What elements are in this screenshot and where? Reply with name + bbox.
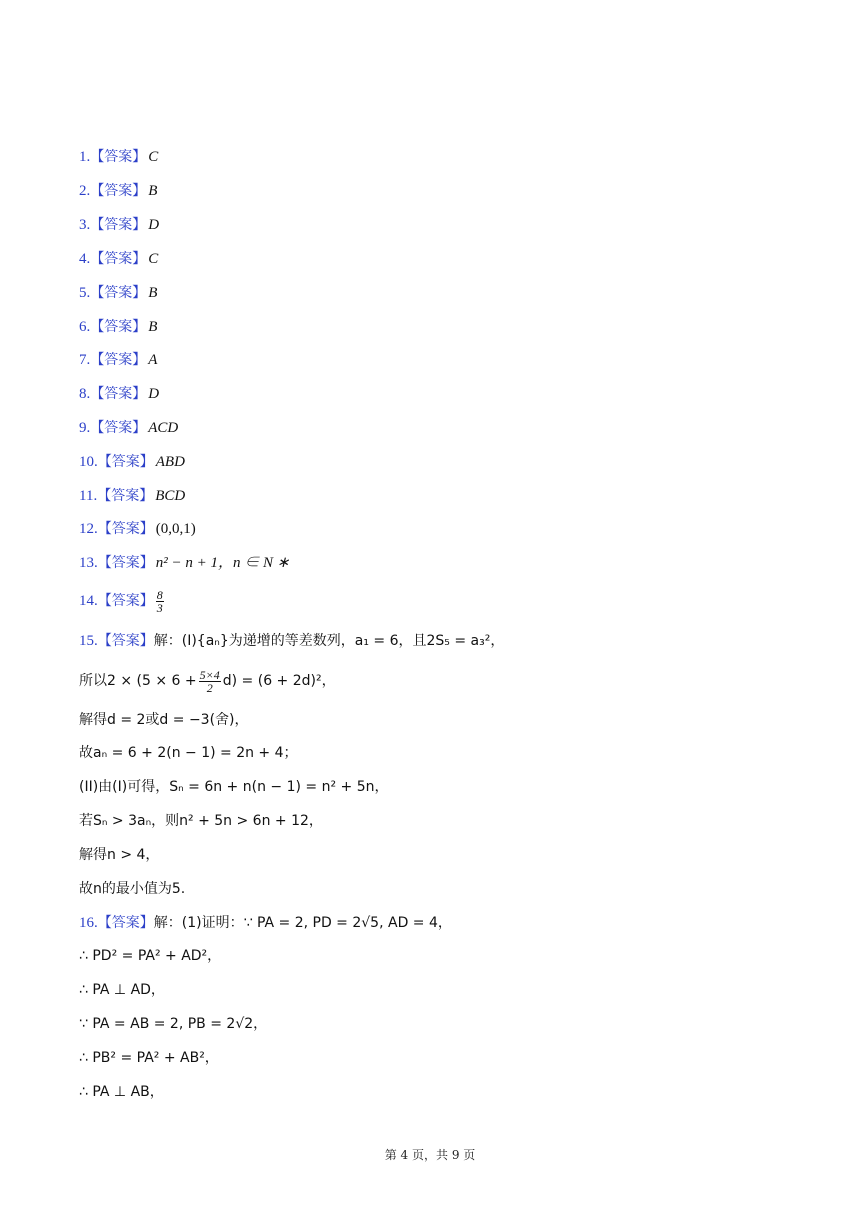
answer-line (79, 144, 158, 168)
question-number: 14. (79, 593, 98, 609)
question-number: 12. (79, 521, 98, 537)
solution-line (79, 740, 298, 764)
answer-line (79, 212, 159, 236)
answer-line (79, 516, 196, 540)
solution-line (79, 707, 249, 731)
answer-value: B (148, 319, 158, 335)
answer-tag: 【答案】 (90, 285, 147, 301)
answer-tag: 【答案】 (97, 915, 154, 931)
fraction-denominator: 3 (156, 600, 163, 615)
fraction (199, 669, 221, 694)
fraction-numerator: 8 (156, 587, 163, 602)
answer-value: B (148, 285, 158, 301)
answer-value: ACD (148, 420, 179, 436)
solution-text: ∴ PD² = PA² + AD²， (79, 948, 222, 964)
solution-text: 解得n > 4， (79, 847, 160, 863)
question-number: 1. (79, 149, 91, 165)
solution-line (79, 842, 159, 866)
solution-text: d) = (6 + 2d)²， (222, 673, 336, 689)
solution-text: 所以2 × (5 × 6 + (79, 673, 197, 689)
solution-line (79, 1079, 164, 1103)
answer-tag: 【答案】 (90, 217, 147, 233)
answer-value: D (148, 386, 160, 402)
solution-text: 故aₙ = 6 + 2(n − 1) = 2n + 4； (79, 745, 298, 761)
solution-text: ∴ PA ⊥ AB， (79, 1084, 164, 1100)
answer-tag: 【答案】 (90, 183, 147, 199)
solution-line (79, 628, 504, 652)
fraction-denominator: 2 (206, 680, 213, 695)
solution-text: 若Sₙ > 3aₙ，则n² + 5n > 6n + 12， (79, 813, 323, 829)
solution-text: (II)由(I)可得，Sₙ = 6n + n(n − 1) = n² + 5n， (79, 779, 389, 795)
answer-value: BCD (155, 488, 186, 504)
solution-text: ∴ PA ⊥ AD， (79, 982, 165, 998)
answer-tag: 【答案】 (97, 555, 154, 571)
answer-tag: 【答案】 (97, 633, 154, 649)
answer-line (79, 280, 157, 304)
answer-line (79, 586, 166, 614)
answer-tag: 【答案】 (90, 420, 147, 436)
answer-line (79, 449, 185, 473)
solution-line (79, 910, 452, 934)
solution-text: ∴ PB² = PA² + AB²， (79, 1050, 219, 1066)
answer-value: n² − n + 1，n ∈ N ∗ (155, 555, 290, 571)
solution-text: ∵ PA = AB = 2, PB = 2√2， (79, 1016, 268, 1032)
solution-line (79, 808, 323, 832)
page-footer: 第 4 页，共 9 页 (384, 1148, 476, 1162)
solution-line (79, 876, 185, 900)
answer-tag: 【答案】 (90, 149, 147, 165)
answer-line (79, 415, 178, 439)
answer-line (79, 246, 158, 270)
question-number: 16. (79, 915, 98, 931)
answer-tag: 【答案】 (97, 488, 154, 504)
answer-tag: 【答案】 (90, 386, 147, 402)
answer-line (79, 178, 157, 202)
question-number: 10. (79, 454, 98, 470)
question-number: 11. (79, 488, 98, 504)
answer-tag: 【答案】 (97, 521, 154, 537)
solution-line (79, 666, 336, 694)
answer-line (79, 483, 185, 507)
question-number: 6. (79, 319, 91, 335)
question-number: 3. (79, 217, 91, 233)
answer-tag: 【答案】 (90, 319, 147, 335)
answer-line (79, 550, 289, 574)
solution-line (79, 774, 388, 798)
question-number: 15. (79, 633, 98, 649)
question-number: 2. (79, 183, 91, 199)
question-number: 5. (79, 285, 91, 301)
question-number: 7. (79, 352, 91, 368)
answer-value: (0,0,1) (155, 521, 196, 537)
fraction-numerator: 5×4 (199, 667, 220, 682)
solution-line (79, 943, 221, 967)
answer-value: C (148, 251, 159, 267)
answer-tag: 【答案】 (90, 251, 147, 267)
answer-tag: 【答案】 (97, 454, 154, 470)
answer-value: ABD (155, 454, 185, 470)
answer-line (79, 381, 159, 405)
solution-line (79, 1045, 219, 1069)
solution-text: 解：(I){aₙ}为递增的等差数列，a₁ = 6，且2S₅ = a₃²， (153, 633, 505, 649)
fraction (156, 589, 164, 614)
answer-tag: 【答案】 (97, 593, 154, 609)
solution-text: 故n的最小值为5. (79, 881, 186, 897)
solution-text: 解：(1)证明：∵ PA = 2, PD = 2√5, AD = 4， (153, 915, 452, 931)
question-number: 4. (79, 251, 91, 267)
answer-tag: 【答案】 (90, 352, 147, 368)
solution-text: 解得d = 2或d = −3(舍)， (79, 712, 249, 728)
answer-value: D (148, 217, 160, 233)
answer-value: C (148, 149, 159, 165)
question-number: 13. (79, 555, 98, 571)
answer-value: B (148, 183, 158, 199)
solution-line (79, 977, 165, 1001)
question-number: 9. (79, 420, 91, 436)
solution-line (79, 1011, 267, 1035)
answer-line (79, 347, 157, 371)
answer-value: A (148, 352, 158, 368)
answer-line (79, 314, 157, 338)
question-number: 8. (79, 386, 91, 402)
